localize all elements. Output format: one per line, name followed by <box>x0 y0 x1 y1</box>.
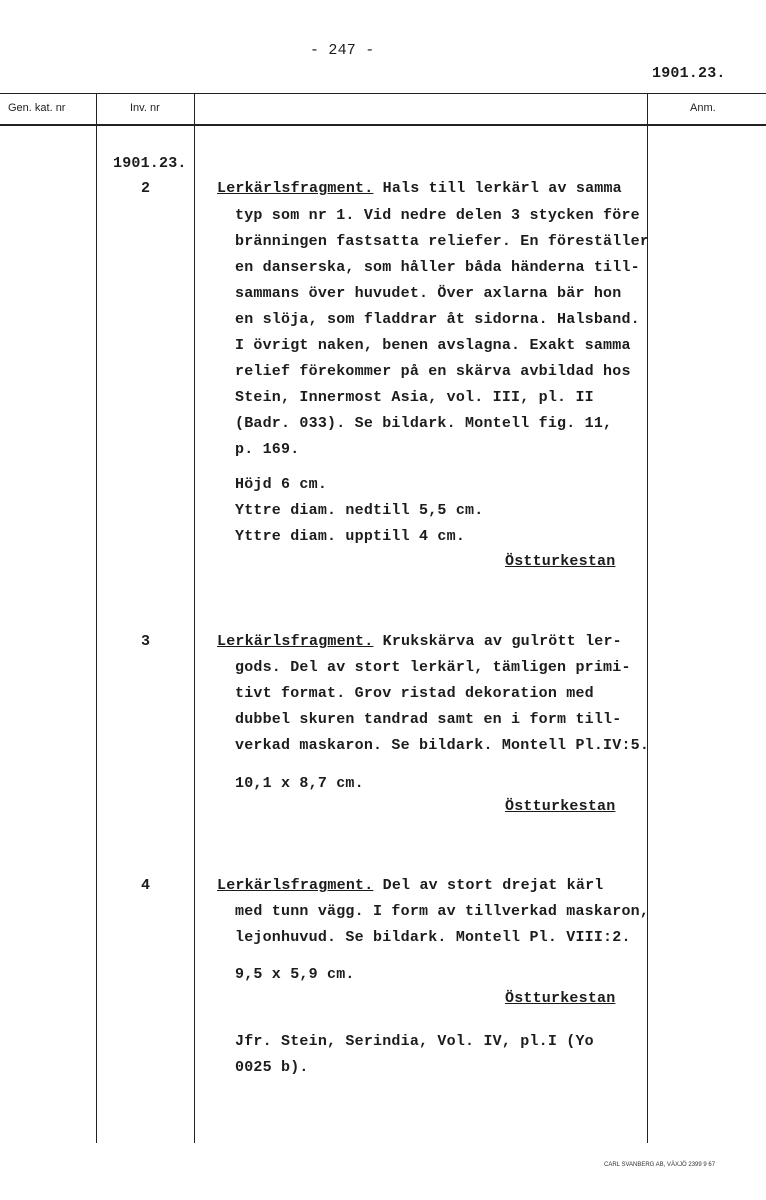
entry-text-line: typ som nr 1. Vid nedre delen 3 stycken före <box>235 207 640 224</box>
entry-text-line: lejonhuvud. Se bildark. Montell Pl. VIII:2. <box>235 929 631 946</box>
column-header-anm: Anm. <box>690 102 716 114</box>
header-top-rule <box>0 93 766 94</box>
entry-measurement: Yttre diam. nedtill 5,5 cm. <box>235 502 484 519</box>
entry-text-line: Del av stort drejat kärl <box>382 877 604 894</box>
entry-title-line <box>217 633 622 650</box>
entry-title-line <box>217 180 622 197</box>
entry-text-line: (Badr. 033). Se bildark. Montell fig. 11, <box>235 415 613 432</box>
entry-text-line: med tunn vägg. I form av tillverkad maskaron, <box>235 903 650 920</box>
entry-number: 4 <box>141 877 151 894</box>
entry-text-line: I övrigt naken, benen avslagna. Exakt samma <box>235 337 631 354</box>
entry-text-line: dubbel skuren tandrad samt en i form till- <box>235 711 622 728</box>
entry-text-line: verkad maskaron. Se bildark. Montell Pl.IV:5. <box>235 737 650 754</box>
column-header-inv: Inv. nr <box>130 102 160 114</box>
entry-number: 2 <box>141 180 151 197</box>
entry-text-line: en slöja, som fladdrar åt sidorna. Halsband. <box>235 311 640 328</box>
entry-text-line: en danserska, som håller båda händerna till- <box>235 259 640 276</box>
entry-text-line: Krukskärva av gulrött ler- <box>382 633 622 650</box>
entry-number: 3 <box>141 633 151 650</box>
header-reference: 1901.23. <box>652 65 726 82</box>
entry-place: Östturkestan <box>505 990 616 1007</box>
column-divider-inv-text <box>194 93 195 1143</box>
entry-measurement: Yttre diam. upptill 4 cm. <box>235 528 466 545</box>
entry-title: Lerkärlsfragment. <box>217 633 374 650</box>
entry-note-line: Jfr. Stein, Serindia, Vol. IV, pl.I (Yo <box>235 1033 594 1050</box>
page-number: - 247 - <box>310 42 375 59</box>
entry-text-line: gods. Del av stort lerkärl, tämligen primi- <box>235 659 631 676</box>
column-divider-gen-inv <box>96 93 97 1143</box>
entry-measurement: Höjd 6 cm. <box>235 476 328 493</box>
entry-place: Östturkestan <box>505 798 616 815</box>
header-bottom-rule <box>0 124 766 126</box>
column-header-gen-kat: Gen. kat. nr <box>8 102 66 114</box>
entry-text-line: relief förekommer på en skärva avbildad hos <box>235 363 631 380</box>
entry-place: Östturkestan <box>505 553 616 570</box>
entry-title: Lerkärlsfragment. <box>217 877 374 894</box>
entry-title-line <box>217 877 603 894</box>
entry-text-line: Stein, Innermost Asia, vol. III, pl. II <box>235 389 594 406</box>
column-divider-text-anm <box>647 93 648 1143</box>
entry-measurement: 9,5 x 5,9 cm. <box>235 966 355 983</box>
entry-text-line: bränningen fastsatta reliefer. En föreställer <box>235 233 650 250</box>
entry-text-line: p. 169. <box>235 441 300 458</box>
entry-measurement: 10,1 x 8,7 cm. <box>235 775 364 792</box>
entry-note-line: 0025 b). <box>235 1059 309 1076</box>
entry-title: Lerkärlsfragment. <box>217 180 374 197</box>
entry-text-line: tivt format. Grov ristad dekoration med <box>235 685 594 702</box>
inventory-group-number: 1901.23. <box>113 155 187 172</box>
entry-text-line: Hals till lerkärl av samma <box>382 180 622 197</box>
entry-text-line: sammans över huvudet. Över axlarna bär hon <box>235 285 622 302</box>
printer-imprint: CARL SVANBERG AB, VÄXJÖ 2399 9 67 <box>604 1162 716 1168</box>
